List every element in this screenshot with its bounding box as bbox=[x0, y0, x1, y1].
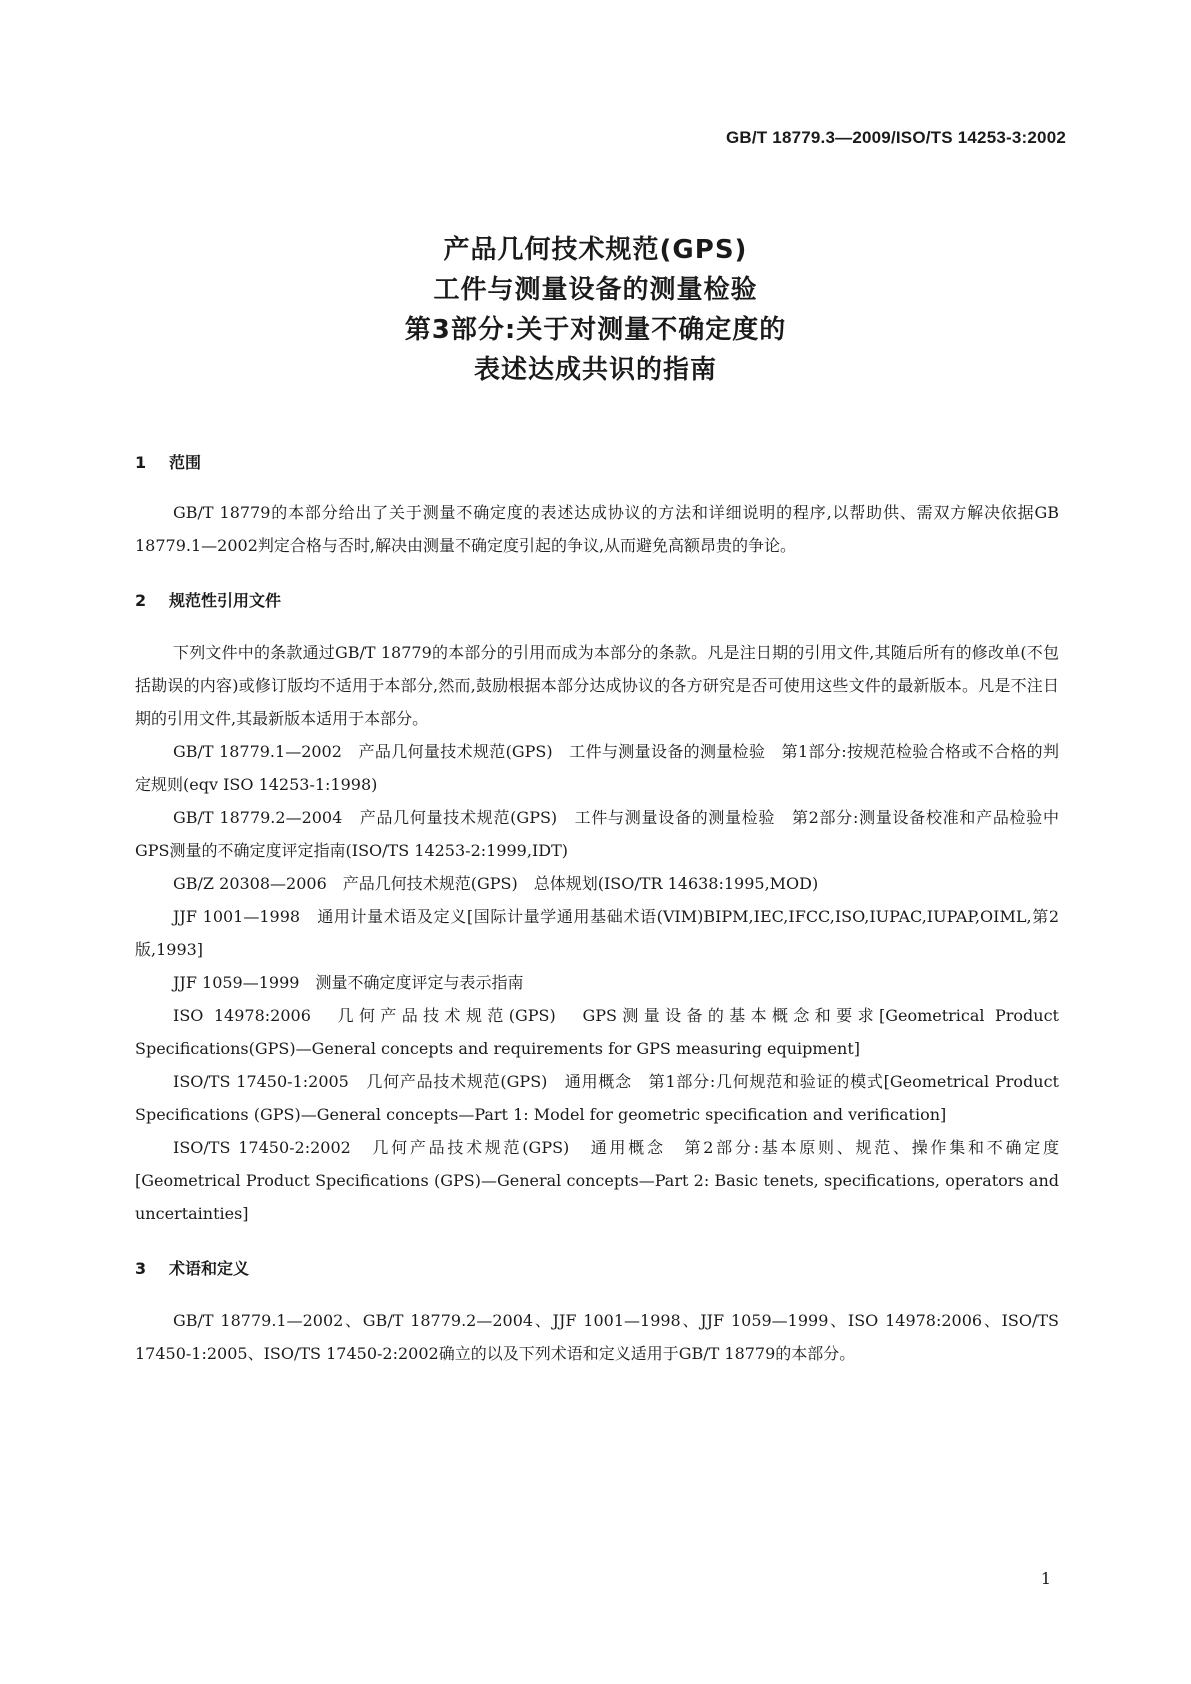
section-title: 术语和定义 bbox=[169, 1259, 250, 1278]
section-number: 3 bbox=[135, 1259, 147, 1278]
section-normative-references bbox=[135, 590, 1059, 1230]
document-title bbox=[0, 230, 1191, 390]
page-number: 1 bbox=[1040, 1569, 1051, 1588]
section-number: 1 bbox=[135, 453, 147, 472]
reference-item: GB/T 18779.2—2004 产品几何量技术规范(GPS) 工件与测量设备的测量检验 第2部分:测量设备校准和产品检验中GPS测量的不确定度评定指南(ISO/TS 14253-2:1999,IDT) bbox=[135, 808, 1059, 860]
document-body bbox=[135, 452, 1059, 1370]
title-line: 工件与测量设备的测量检验 bbox=[433, 275, 758, 305]
section-title: 规范性引用文件 bbox=[169, 591, 282, 610]
reference-item: JJF 1001—1998 通用计量术语及定义[国际计量学通用基础术语(VIM)BIPM,IEC,IFCC,ISO,IUPAC,IUPAP,OIML,第2版,1993] bbox=[135, 907, 1059, 959]
standard-number: GB/T 18779.3—2009/ISO/TS 14253-3:2002 bbox=[725, 128, 1066, 147]
reference-item: JJF 1059—1999 测量不确定度评定与表示指南 bbox=[173, 973, 524, 992]
section-heading bbox=[135, 590, 1059, 612]
title-line: 第3部分:关于对测量不确定度的 bbox=[404, 315, 787, 345]
title-line: 产品几何技术规范(GPS) bbox=[443, 235, 748, 265]
paragraph: GB/T 18779的本部分给出了关于测量不确定度的表述达成协议的方法和详细说明的程序,以帮助供、需双方解决依据GB 18779.1—2002判定合格与否时,解决由测量不确定度引起的争议,从而避免高额昂贵的争论。 bbox=[135, 503, 1059, 555]
reference-item: ISO/TS 17450-2:2002 几何产品技术规范(GPS) 通用概念 第2部分:基本原则、规范、操作集和不确定度[Geometrical Product Specifications (GPS)—General concepts—Part 2: Basic tenets, specifications, operators and uncertainties] bbox=[135, 1138, 1059, 1223]
reference-item: GB/Z 20308—2006 产品几何技术规范(GPS) 总体规划(ISO/TR 14638:1995,MOD) bbox=[173, 874, 819, 893]
reference-item: GB/T 18779.1—2002 产品几何量技术规范(GPS) 工件与测量设备的测量检验 第1部分:按规范检验合格或不合格的判定规则(eqv ISO 14253-1:1998) bbox=[135, 742, 1059, 794]
section-scope bbox=[135, 452, 1059, 562]
paragraph: GB/T 18779.1—2002、GB/T 18779.2—2004、JJF 1001—1998、JJF 1059—1999、ISO 14978:2006、ISO/TS 17450-1:2005、ISO/TS 17450-2:2002确立的以及下列术语和定义适用于GB/T 18779的本部分。 bbox=[135, 1311, 1059, 1363]
reference-item: ISO/TS 17450-1:2005 几何产品技术规范(GPS) 通用概念 第1部分:几何规范和验证的模式[Geometrical Product Specifications (GPS)—General concepts—Part 1: Model for geometric specification and verification] bbox=[135, 1072, 1059, 1124]
section-heading bbox=[135, 1258, 1059, 1280]
paragraph: 下列文件中的条款通过GB/T 18779的本部分的引用而成为本部分的条款。凡是注日期的引用文件,其随后所有的修改单(不包括勘误的内容)或修订版均不适用于本部分,然而,鼓励根据本部分达成协议的各方研究是否可使用这些文件的最新版本。凡是不注日期的引用文件,其最新版本适用于本部分。 bbox=[135, 643, 1059, 728]
section-heading bbox=[135, 452, 1059, 474]
title-line: 表述达成共识的指南 bbox=[473, 355, 717, 385]
section-terms-and-definitions bbox=[135, 1258, 1059, 1370]
reference-item: ISO 14978:2006 几何产品技术规范(GPS) GPS测量设备的基本概念和要求[Geometrical Product Specifications(GPS)—General concepts and requirements for GPS measuring equipment] bbox=[135, 1006, 1059, 1058]
section-number: 2 bbox=[135, 591, 147, 610]
section-title: 范围 bbox=[169, 453, 202, 472]
